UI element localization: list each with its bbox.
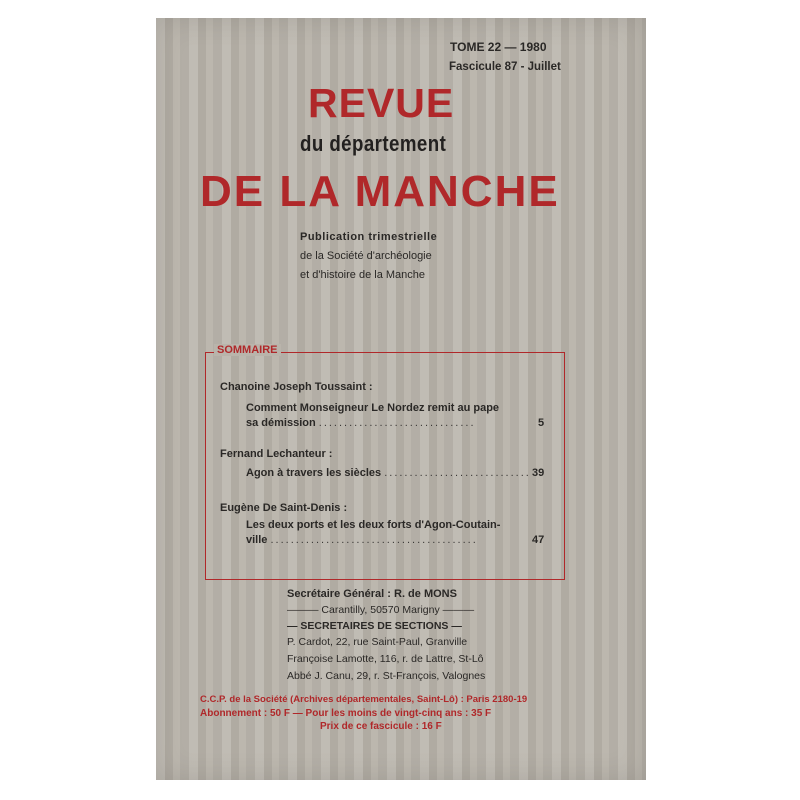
section-secretary-2: Françoise Lamotte, 116, r. de Lattre, St-Lô (287, 653, 484, 665)
sections-heading-text: SECRETAIRES DE SECTIONS (300, 620, 449, 632)
toc-author-1: Chanoine Joseph Toussaint : (220, 381, 373, 393)
publication-line-3: et d'histoire de la Manche (300, 269, 426, 281)
secretaire-address-text: Carantilly, 50570 Marigny (321, 604, 440, 616)
title-revue: REVUE (308, 80, 455, 126)
toc-author-3: Eugène De Saint-Denis : (220, 502, 348, 514)
publication-line-2: de la Société d'archéologie (300, 250, 432, 262)
sommaire-label: SOMMAIRE (214, 344, 281, 356)
toc-author-2: Fernand Lechanteur : (220, 448, 333, 460)
dash-right-1: ——— (439, 604, 475, 616)
toc-page-3: 47 (532, 534, 545, 546)
toc-title-2-line-1 (246, 467, 531, 479)
toc-title-3-line-2 (246, 534, 478, 546)
toc-page-1: 5 (538, 417, 545, 429)
footer-prix: Prix de ce fascicule : 16 F (320, 721, 442, 732)
toc-page-2: 39 (532, 467, 545, 479)
secretaire-general: Secrétaire Général : R. de MONS (287, 588, 457, 600)
publication-line-1: Publication trimestrielle (300, 231, 438, 243)
dash-right-2: — (448, 620, 462, 632)
dash-left-2: — (287, 620, 301, 632)
fascicule-month: Fascicule 87 - Juillet (449, 61, 561, 73)
section-secretary-3: Abbé J. Canu, 29, r. St-François, Valognes (287, 670, 486, 682)
title-du-departement: du département (300, 131, 447, 156)
toc-dots-1: ............................... (318, 417, 476, 429)
section-secretary-1: P. Cardot, 22, rue Saint-Paul, Granville (287, 636, 468, 648)
toc-title-3-line-1: Les deux ports et les deux forts d'Agon-Coutain- (246, 519, 501, 531)
toc-title-3-line-2-text: ville (246, 534, 268, 546)
toc-title-1-line-2-text: sa démission (246, 417, 316, 429)
dash-left-1: ——— (287, 604, 322, 616)
sections-heading (287, 620, 462, 632)
title-de-la-manche: DE LA MANCHE (200, 167, 560, 216)
footer-ccp: C.C.P. de la Société (Archives départementales, Saint-Lô) : Paris 2180-19 (200, 694, 528, 705)
tome-year: TOME 22 — 1980 (450, 40, 547, 54)
toc-dots-3: ......................................... (270, 534, 478, 546)
footer-abonnement: Abonnement : 50 F — Pour les moins de vingt-cinq ans : 35 F (200, 708, 492, 719)
toc-dots-2: ............................. (384, 467, 531, 479)
toc-title-1-line-1: Comment Monseigneur Le Nordez remit au pape (246, 402, 500, 414)
toc-title-1-line-2 (246, 417, 476, 429)
toc-title-2-text: Agon à travers les siècles (246, 467, 382, 479)
secretaire-address (287, 604, 474, 616)
